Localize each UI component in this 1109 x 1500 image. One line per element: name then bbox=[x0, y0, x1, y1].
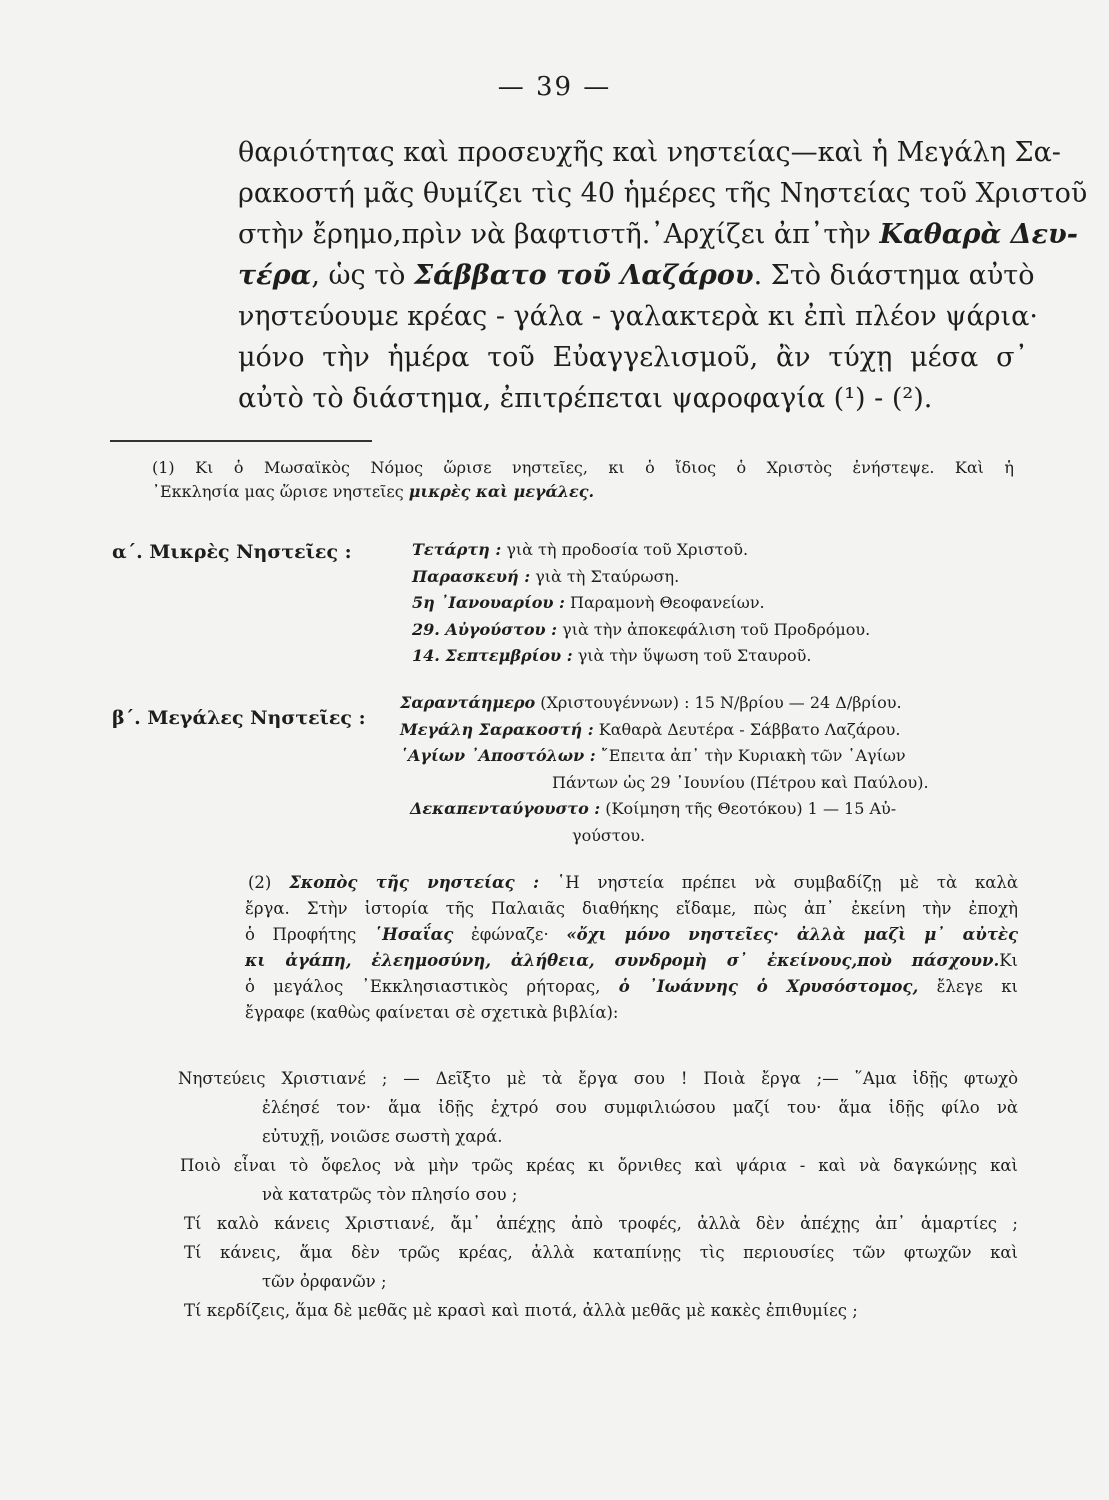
big-fast-item bbox=[400, 770, 1015, 797]
quote-line-7: Τί κάνεις, ἅμα δὲν τρῶς κρέας, ἀλλὰ καταπίνῃς τὶς περιουσίες τῶν φτωχῶν καὶ bbox=[184, 1243, 1018, 1262]
quote-line-2: ἐλέησέ τον· ἅμα ἰδῇς ἐχτρό σου συμφιλιώσου μαζί του· ἅμα ἰδῇς φίλο νὰ bbox=[262, 1098, 1018, 1117]
big-fast-text: ῎Επειτα ἀπ᾿ τὴν Κυριακὴ τῶν ῾Αγίων bbox=[595, 746, 906, 765]
main-line-6: μόνο τὴν ἡμέρα τοῦ Εὐαγγελισμοῦ, ἂν τύχῃ μέσα σ᾿ bbox=[238, 342, 1028, 373]
small-fast-label: Παρασκευή : bbox=[412, 566, 531, 586]
bold-savvato-lazarou: Σάββατο τοῦ Λαζάρου bbox=[414, 260, 754, 291]
small-fast-item bbox=[412, 590, 870, 617]
big-fast-label: ῾Αγίων ᾿Αποστόλων : bbox=[400, 746, 596, 765]
big-fast-label: Σαραντάημερο bbox=[400, 693, 536, 712]
footnote-1 bbox=[152, 456, 1014, 504]
fn2-text: ὁ μεγάλος ᾿Εκκλησιαστικὸς ρήτορας, bbox=[245, 977, 619, 996]
big-fast-item bbox=[400, 743, 1015, 770]
big-fast-item bbox=[400, 823, 1015, 850]
fn2-text: ἔλεγε κι bbox=[918, 977, 1018, 996]
quote-line-3: εὐτυχῇ, νοιῶσε σωστὴ χαρά. bbox=[262, 1127, 503, 1146]
big-fast-label: Μεγάλη Σαρακοστή : bbox=[400, 719, 594, 739]
main-line-3 bbox=[238, 214, 1078, 255]
footnote-divider bbox=[110, 440, 372, 442]
page-number: — 39 — bbox=[497, 72, 612, 102]
small-fast-item bbox=[412, 617, 870, 644]
fn2-text: Κι bbox=[999, 951, 1018, 970]
small-fast-label: 5η ᾿Ιανουαρίου : bbox=[412, 593, 565, 612]
small-fast-item bbox=[412, 537, 870, 564]
main-line-1: θαριότητας καὶ προσευχῆς καὶ νηστείας—καὶ ἡ Μεγάλη Σα- bbox=[238, 137, 1061, 168]
fn2-text: (2) bbox=[248, 873, 290, 892]
fn2-text: ἐφώναζε· bbox=[453, 925, 567, 944]
footnote-2-line-2: ἔργα. Στὴν ἱστορία τῆς Παλαιᾶς διαθήκης εἴδαμε, πὼς ἀπ᾿ ἐκείνη τὴν ἐποχὴ bbox=[245, 899, 1018, 918]
big-fast-text: γούστου. bbox=[572, 825, 646, 845]
chrysostom-quote bbox=[178, 1064, 1018, 1325]
small-fasts-list bbox=[412, 537, 870, 670]
small-fast-text: Παραμονὴ Θεοφανείων. bbox=[564, 593, 765, 612]
small-fast-label: 29. Αὐγούστου : bbox=[412, 619, 558, 639]
fn2-text: ῾Η νηστεία πρέπει νὰ συμβαδίζῃ μὲ τὰ καλὰ bbox=[539, 873, 1019, 892]
big-fast-text: (Χριστουγέννων) : 15 Ν/βρίου — 24 Δ/βρίου. bbox=[535, 693, 902, 712]
footnote-2-line-4 bbox=[245, 948, 1018, 974]
quote-line-5: νὰ κατατρῶς τὸν πλησίο σου ; bbox=[262, 1185, 518, 1204]
main-line-5: νηστεύουμε κρέας - γάλα - γαλακτερὰ κι ἐπὶ πλέον ψάρια· bbox=[238, 301, 1038, 332]
big-fasts-heading: β΄. Μεγάλες Νηστεῖες : bbox=[112, 707, 366, 729]
small-fast-text: γιὰ τὴ προδοσία τοῦ Χριστοῦ. bbox=[501, 540, 749, 559]
small-fast-item bbox=[412, 564, 870, 591]
small-fast-item bbox=[412, 643, 870, 670]
small-fast-text: γιὰ τὴν ἀποκεφάλιση τοῦ Προδρόμου. bbox=[557, 619, 871, 639]
quote-line-4: Ποιὸ εἶναι τὸ ὄφελος νὰ μὴν τρῶς κρέας κι ὄρνιθες καὶ ψάρια - καὶ νὰ δαγκώνῃς καὶ bbox=[180, 1156, 1018, 1175]
main-line-4-b: . Στὸ διάστημα αὐτὸ bbox=[753, 260, 1035, 291]
big-fast-text: (Κοίμηση τῆς Θεοτόκου) 1 — 15 Αὐ- bbox=[600, 799, 897, 818]
small-fast-text: γιὰ τὴ Σταύρωση. bbox=[530, 566, 680, 586]
main-line-4-a: , ὡς τὸ bbox=[311, 260, 414, 291]
big-fast-item bbox=[400, 796, 1015, 823]
bold-tera: τέρα bbox=[238, 260, 312, 291]
main-line-3-text: στὴν ἔρημο,πρὶν νὰ βαφτιστῆ.᾿Αρχίζει ἀπ᾿τὴν bbox=[238, 219, 880, 250]
fn2-emphasis: ὁ ᾿Ιωάννης ὁ Χρυσόστομος, bbox=[618, 977, 919, 996]
quote-line-9: Τί κερδίζεις, ἅμα δὲ μεθᾶς μὲ κρασὶ καὶ πιοτά, ἀλλὰ μεθᾶς μὲ κακὲς ἐπιθυμίες ; bbox=[184, 1301, 858, 1320]
footnote-2-line-5 bbox=[245, 974, 1018, 1000]
footnote-1-emphasis: μικρὲς καὶ μεγάλες. bbox=[408, 482, 595, 501]
big-fast-label: Δεκαπενταύγουστο : bbox=[410, 799, 601, 818]
footnote-2-line-1 bbox=[248, 870, 1018, 896]
big-fast-text: Πάντων ὡς 29 ᾿Ιουνίου (Πέτρου καὶ Παύλου). bbox=[552, 772, 929, 792]
footnote-2 bbox=[245, 870, 1019, 1026]
small-fast-text: γιὰ τὴν ὕψωση τοῦ Σταυροῦ. bbox=[572, 646, 812, 665]
quote-line-8: τῶν ὀρφανῶν ; bbox=[262, 1272, 387, 1291]
fn2-emphasis: κι ἀγάπη, ἐλεημοσύνη, ἀλήθεια, συνδρομὴ σ᾿ ἐκείνους,ποὺ πάσχουν. bbox=[245, 951, 1000, 970]
fn2-text: ὁ Προφήτης bbox=[245, 925, 374, 944]
main-paragraph bbox=[238, 132, 1088, 419]
footnote-2-line-6: ἔγραφε (καθὼς φαίνεται σὲ σχετικὰ βιβλία): bbox=[245, 1003, 619, 1022]
footnote-1-line-1: (1) Κι ὁ Μωσαϊκὸς Νόμος ὥρισε νηστεῖες, κι ὁ ἴδιος ὁ Χριστὸς ἐνήστεψε. Καὶ ἡ bbox=[152, 458, 1014, 477]
bold-kathara-deftera: Καθαρὰ Δευ- bbox=[879, 219, 1078, 250]
footnote-2-line-3 bbox=[245, 922, 1018, 948]
big-fast-text: Καθαρὰ Δευτέρα - Σάββατο Λαζάρου. bbox=[593, 719, 901, 739]
small-fasts-heading: α΄. Μικρὲς Νηστεῖες : bbox=[112, 541, 352, 563]
quote-line-6: Τί καλὸ κάνεις Χριστιανέ, ἄμ᾿ ἀπέχῃς ἀπὸ τροφές, ἀλλὰ δὲν ἀπέχῃς ἀπ᾿ ἁμαρτίες ; bbox=[184, 1214, 1018, 1233]
big-fasts-list bbox=[400, 690, 1015, 849]
fn2-emphasis: «ὄχι μόνο νηστεῖες· ἀλλὰ μαζὶ μ᾿ αὐτὲς bbox=[566, 925, 1019, 944]
quote-line-1: Νηστεύεις Χριστιανέ ; — Δεῖξτο μὲ τὰ ἔργα σου ! Ποιὰ ἔργα ;— ῞Αμα ἰδῇς φτωχὸ bbox=[178, 1069, 1018, 1088]
main-line-2: ρακοστή μᾶς θυμίζει τὶς 40 ἡμέρες τῆς Νηστείας τοῦ Χριστοῦ bbox=[238, 178, 1088, 209]
big-fast-item bbox=[400, 690, 1015, 717]
fn2-emphasis: ῾Ησαΐας bbox=[373, 925, 454, 944]
big-fast-item bbox=[400, 717, 1015, 744]
footnote-1-line-2-text: ᾿Εκκλησία μας ὥρισε νηστεῖες bbox=[152, 482, 409, 501]
small-fast-label: Τετάρτη : bbox=[412, 540, 502, 559]
footnote-1-line-2 bbox=[152, 480, 1014, 504]
main-line-7: αὐτὸ τὸ διάστημα, ἐπιτρέπεται ψαροφαγία (¹) - (²). bbox=[238, 383, 933, 414]
fn2-emphasis: Σκοπὸς τῆς νηστείας : bbox=[289, 873, 540, 892]
main-line-4 bbox=[238, 255, 1035, 296]
small-fast-label: 14. Σεπτεμβρίου : bbox=[412, 646, 573, 665]
